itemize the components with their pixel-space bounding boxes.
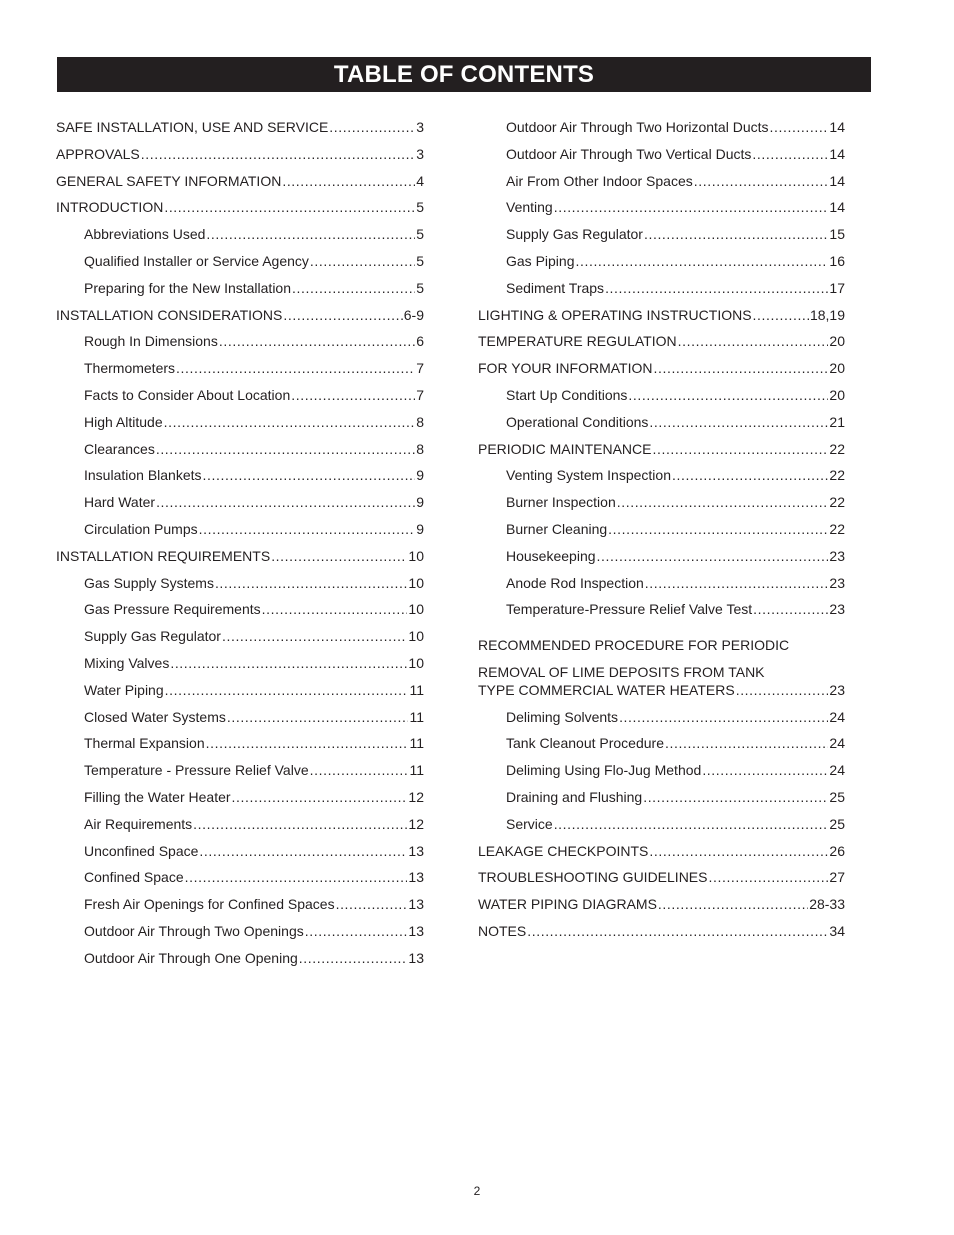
toc-entry-page: 7 xyxy=(416,386,424,403)
page-number: 2 xyxy=(473,1184,481,1198)
toc-entry-page: 10 xyxy=(408,628,424,645)
toc-entry-label: SAFE INSTALLATION, USE AND SERVICE xyxy=(56,119,329,135)
toc-entry-page: 5 xyxy=(416,199,424,216)
toc-dot-leader xyxy=(199,516,416,543)
toc-title-banner xyxy=(57,57,871,92)
toc-dot-leader xyxy=(232,784,408,811)
toc-dot-leader xyxy=(702,757,828,784)
toc-entry[interactable] xyxy=(478,757,845,784)
toc-entry[interactable] xyxy=(56,891,424,918)
toc-entry-label: Housekeeping xyxy=(506,547,596,564)
toc-dot-leader xyxy=(291,382,415,409)
toc-entry[interactable] xyxy=(56,918,424,945)
toc-entry[interactable] xyxy=(56,221,424,248)
toc-entry[interactable] xyxy=(478,784,845,811)
toc-dot-leader xyxy=(644,221,828,248)
toc-dot-leader xyxy=(766,650,844,677)
toc-entry[interactable] xyxy=(478,462,845,489)
toc-dot-leader xyxy=(770,114,829,141)
toc-entry[interactable] xyxy=(56,382,424,409)
toc-entry[interactable] xyxy=(56,730,424,757)
toc-dot-leader xyxy=(141,141,415,168)
toc-entry[interactable] xyxy=(56,650,424,677)
toc-dot-leader xyxy=(199,838,407,865)
toc-entry-label: Thermal Expansion xyxy=(84,735,205,752)
toc-entry[interactable] xyxy=(478,382,845,409)
toc-entry-page: 6 xyxy=(416,333,424,350)
toc-dot-leader xyxy=(156,489,415,516)
toc-entry-label: Venting xyxy=(506,199,553,216)
toc-dot-leader xyxy=(658,891,808,918)
toc-entry-label: Preparing for the New Installation xyxy=(84,279,291,296)
toc-entry[interactable] xyxy=(478,891,845,918)
toc-entry-page: 14 xyxy=(829,145,845,162)
toc-entry-page: 24 xyxy=(829,708,845,725)
toc-dot-leader xyxy=(678,328,829,355)
toc-entry-label: Burner Cleaning xyxy=(506,520,608,537)
toc-entry[interactable] xyxy=(478,302,845,329)
toc-entry[interactable] xyxy=(56,302,424,329)
toc-entry[interactable] xyxy=(56,838,424,865)
toc-entry[interactable] xyxy=(56,409,424,436)
toc-entry[interactable] xyxy=(478,114,845,141)
toc-entry-label: TYPE COMMERCIAL WATER HEATERS xyxy=(478,681,735,698)
toc-dot-leader xyxy=(752,141,828,168)
toc-entry-label: Anode Rod Inspection xyxy=(506,574,644,591)
toc-entry[interactable] xyxy=(478,141,845,168)
toc-entry-page: 4 xyxy=(416,172,424,189)
toc-entry-label: Outdoor Air Through One Opening xyxy=(84,949,298,966)
toc-entry[interactable] xyxy=(478,489,845,516)
toc-entry-page: 13 xyxy=(408,869,424,886)
toc-dot-leader xyxy=(597,543,829,570)
toc-entry-page: 10 xyxy=(408,654,424,671)
toc-entry-page: 27 xyxy=(829,869,845,886)
toc-dot-leader xyxy=(643,784,828,811)
toc-entry-label: LIGHTING & OPERATING INSTRUCTIONS xyxy=(478,306,752,323)
toc-entry-label: Outdoor Air Through Two Vertical Ducts xyxy=(506,145,752,162)
toc-dot-leader xyxy=(292,275,415,302)
toc-entry-label: Outdoor Air Through Two Horizontal Ducts xyxy=(506,119,769,135)
toc-entry-label: Clearances xyxy=(84,440,155,457)
toc-dot-leader xyxy=(708,864,828,891)
toc-entry-page: 3 xyxy=(416,119,424,135)
toc-entry[interactable] xyxy=(478,570,845,597)
toc-dot-leader xyxy=(665,730,828,757)
toc-entry-label: Circulation Pumps xyxy=(84,520,198,537)
toc-entry-label: Thermometers xyxy=(84,360,176,377)
toc-entry[interactable] xyxy=(56,194,424,221)
toc-dot-leader xyxy=(336,891,408,918)
toc-entry[interactable] xyxy=(56,141,424,168)
toc-entry[interactable] xyxy=(56,623,424,650)
toc-entry-page: 23 xyxy=(829,601,845,618)
toc-entry-page: 8 xyxy=(416,440,424,457)
toc-entry-page: 22 xyxy=(829,494,845,511)
toc-dot-leader xyxy=(617,489,829,516)
toc-entry-label: Qualified Installer or Service Agency xyxy=(84,252,309,269)
toc-dot-leader xyxy=(283,302,402,329)
toc-entry[interactable] xyxy=(478,811,845,838)
toc-entry-label: High Altitude xyxy=(84,413,163,430)
toc-entry-label: WATER PIPING DIAGRAMS xyxy=(478,896,657,913)
toc-entry-label: Filling the Water Heater xyxy=(84,788,231,805)
toc-entry[interactable] xyxy=(478,168,845,195)
toc-dot-leader xyxy=(649,838,828,865)
toc-dot-leader xyxy=(176,355,415,382)
toc-dot-leader xyxy=(219,328,415,355)
toc-entry[interactable] xyxy=(56,704,424,731)
toc-entry-label: Deliming Solvents xyxy=(506,708,619,725)
toc-entry-page: 11 xyxy=(409,762,424,779)
toc-entry-label: Supply Gas Regulator xyxy=(506,226,643,243)
toc-entry-page: 12 xyxy=(408,815,424,832)
toc-entry-page: 25 xyxy=(829,788,845,805)
toc-entry-label: Air From Other Indoor Spaces xyxy=(506,172,693,189)
toc-entry-label: INTRODUCTION xyxy=(56,199,164,216)
toc-entry-label: Temperature-Pressure Relief Valve Test xyxy=(506,601,753,618)
toc-dot-leader xyxy=(206,730,409,757)
toc-dot-leader xyxy=(310,757,409,784)
toc-entry-label: Fresh Air Openings for Confined Spaces xyxy=(84,896,335,913)
toc-entry[interactable] xyxy=(478,355,845,382)
toc-entry[interactable] xyxy=(478,543,845,570)
toc-entry-page: 10 xyxy=(408,601,424,618)
toc-entry[interactable] xyxy=(478,596,845,623)
toc-dot-leader xyxy=(271,543,407,570)
toc-dot-leader xyxy=(575,248,828,275)
toc-entry[interactable] xyxy=(56,945,424,972)
toc-entry[interactable] xyxy=(478,516,845,543)
toc-entry-page: 20 xyxy=(829,360,845,377)
toc-dot-leader xyxy=(608,516,828,543)
toc-dot-leader xyxy=(305,918,408,945)
toc-entry[interactable] xyxy=(478,704,845,731)
toc-entry[interactable] xyxy=(478,409,845,436)
toc-dot-leader xyxy=(193,811,407,838)
toc-entry[interactable] xyxy=(56,811,424,838)
toc-entry-label: Supply Gas Regulator xyxy=(84,628,221,645)
toc-entry-page: 25 xyxy=(829,815,845,832)
toc-entry-page: 23 xyxy=(829,547,845,564)
toc-entry-label: Unconfined Space xyxy=(84,842,199,859)
toc-entry[interactable] xyxy=(56,864,424,891)
toc-entry-page: 13 xyxy=(408,922,424,939)
toc-dot-leader xyxy=(790,623,844,650)
toc-dot-leader xyxy=(170,650,407,677)
toc-left-column xyxy=(56,114,424,972)
toc-dot-leader xyxy=(222,623,407,650)
toc-entry[interactable] xyxy=(56,275,424,302)
toc-entry[interactable] xyxy=(56,543,424,570)
toc-entry-page: 11 xyxy=(409,708,424,725)
toc-entry-page: 24 xyxy=(829,735,845,752)
toc-entry[interactable] xyxy=(56,570,424,597)
toc-entry-page: 14 xyxy=(829,119,845,135)
toc-entry[interactable] xyxy=(478,864,845,891)
toc-entry-page: 22 xyxy=(829,520,845,537)
toc-dot-leader xyxy=(164,409,416,436)
toc-dot-leader xyxy=(310,248,415,275)
toc-entry[interactable] xyxy=(478,221,845,248)
toc-entry-label: TROUBLESHOOTING GUIDELINES xyxy=(478,869,708,886)
toc-entry-label: Confined Space xyxy=(84,869,184,886)
toc-entry-label: Insulation Blankets xyxy=(84,467,202,484)
toc-entry-page: 9 xyxy=(416,494,424,511)
toc-entry-label: INSTALLATION CONSIDERATIONS xyxy=(56,306,283,323)
toc-entry-page: 20 xyxy=(829,333,845,350)
toc-entry-page: 28-33 xyxy=(809,896,845,913)
toc-entry-page: 24 xyxy=(829,762,845,779)
toc-entry-label: NOTES xyxy=(478,922,527,939)
toc-entry[interactable] xyxy=(478,650,845,677)
toc-dot-leader xyxy=(619,704,828,731)
toc-entry-label: PERIODIC MAINTENANCE xyxy=(478,440,652,457)
toc-entry[interactable] xyxy=(478,730,845,757)
toc-entry-label: INSTALLATION REQUIREMENTS xyxy=(56,547,271,564)
toc-entry-page: 22 xyxy=(829,467,845,484)
toc-entry-page: 10 xyxy=(408,547,424,564)
toc-entry[interactable] xyxy=(56,248,424,275)
toc-entry-label: Air Requirements xyxy=(84,815,193,832)
toc-entry-page: 17 xyxy=(829,279,845,296)
toc-entry[interactable] xyxy=(56,596,424,623)
toc-entry-page: 14 xyxy=(829,199,845,216)
toc-entry[interactable] xyxy=(56,462,424,489)
toc-dot-leader xyxy=(299,945,408,972)
toc-entry-label: Gas Supply Systems xyxy=(84,574,214,591)
toc-entry-label: LEAKAGE CHECKPOINTS xyxy=(478,842,649,859)
toc-entry-page: 18,19 xyxy=(809,306,845,323)
toc-entry-label: FOR YOUR INFORMATION xyxy=(478,360,653,377)
toc-entry-label: Mixing Valves xyxy=(84,654,170,671)
toc-entry-page: 13 xyxy=(408,949,424,966)
toc-dot-leader xyxy=(164,194,415,221)
toc-dot-leader xyxy=(329,114,415,141)
toc-entry-label: Abbreviations Used xyxy=(84,226,206,243)
toc-entry-page: 22 xyxy=(829,440,845,457)
toc-entry-page: 13 xyxy=(408,896,424,913)
toc-entry-label: Closed Water Systems xyxy=(84,708,226,725)
toc-entry-label: Outdoor Air Through Two Openings xyxy=(84,922,304,939)
toc-dot-leader xyxy=(206,221,415,248)
toc-entry-label: Gas Pressure Requirements xyxy=(84,601,261,618)
toc-entry-page: 23 xyxy=(829,574,845,591)
toc-entry-page: 9 xyxy=(416,520,424,537)
toc-entry-page: 7 xyxy=(416,360,424,377)
toc-entry-page: 14 xyxy=(829,172,845,189)
toc-dot-leader xyxy=(527,918,828,945)
toc-dot-leader xyxy=(645,570,829,597)
toc-dot-leader xyxy=(554,811,829,838)
toc-dot-leader xyxy=(282,168,415,195)
toc-dot-leader xyxy=(672,462,828,489)
toc-dot-leader xyxy=(262,596,408,623)
toc-entry[interactable] xyxy=(56,516,424,543)
toc-entry[interactable] xyxy=(478,918,845,945)
toc-entry-label: Tank Cleanout Procedure xyxy=(506,735,664,752)
toc-entry[interactable] xyxy=(478,623,845,650)
toc-title: TABLE OF CONTENTS xyxy=(333,60,595,88)
toc-entry[interactable] xyxy=(56,757,424,784)
toc-entry-label: Hard Water xyxy=(84,494,156,511)
toc-dot-leader xyxy=(628,382,828,409)
toc-entry[interactable] xyxy=(56,114,424,141)
toc-dot-leader xyxy=(652,436,828,463)
toc-dot-leader xyxy=(649,409,828,436)
toc-entry-label: Gas Piping xyxy=(506,252,575,269)
toc-entry[interactable] xyxy=(478,677,845,704)
toc-entry-page: 20 xyxy=(829,386,845,403)
toc-entry-page: 5 xyxy=(416,279,424,296)
toc-entry-page: 21 xyxy=(829,413,845,430)
toc-entry-page: 5 xyxy=(416,252,424,269)
toc-entry-label: Service xyxy=(506,815,553,832)
toc-dot-leader xyxy=(554,194,829,221)
toc-entry[interactable] xyxy=(56,489,424,516)
toc-entry-page: 11 xyxy=(409,681,424,698)
toc-entry-label: Rough In Dimensions xyxy=(84,333,218,350)
toc-entry[interactable] xyxy=(56,436,424,463)
toc-entry[interactable] xyxy=(56,355,424,382)
toc-entry[interactable] xyxy=(478,436,845,463)
toc-entry-page: 5 xyxy=(416,226,424,243)
toc-entry-page: 15 xyxy=(829,226,845,243)
toc-entry-label: REMOVAL OF LIME DEPOSITS FROM TANK xyxy=(478,663,765,677)
toc-entry[interactable] xyxy=(478,248,845,275)
toc-entry-page: 16 xyxy=(829,252,845,269)
toc-dot-leader xyxy=(215,570,407,597)
toc-entry-page: 8 xyxy=(416,413,424,430)
toc-dot-leader xyxy=(605,275,828,302)
toc-dot-leader xyxy=(653,355,828,382)
toc-entry-page: 3 xyxy=(416,145,424,162)
toc-entry-label: Burner Inspection xyxy=(506,494,616,511)
toc-entry-label: Water Piping xyxy=(84,681,164,698)
toc-dot-leader xyxy=(165,677,409,704)
toc-entry-label: TEMPERATURE REGULATION xyxy=(478,333,677,350)
toc-entry-page: 23 xyxy=(829,681,845,698)
toc-entry-label: Operational Conditions xyxy=(506,413,649,430)
toc-dot-leader xyxy=(753,596,828,623)
toc-dot-leader xyxy=(694,168,829,195)
toc-entry-label: Facts to Consider About Location xyxy=(84,386,291,403)
toc-entry-label: Sediment Traps xyxy=(506,279,605,296)
toc-entry-label: Start Up Conditions xyxy=(506,386,628,403)
toc-entry-label: Draining and Flushing xyxy=(506,788,643,805)
toc-entry-label: APPROVALS xyxy=(56,145,140,162)
toc-entry-page: 11 xyxy=(409,735,424,752)
toc-entry-page: 13 xyxy=(408,842,424,859)
toc-dot-leader xyxy=(156,436,415,463)
toc-entry[interactable] xyxy=(56,677,424,704)
toc-entry-page: 34 xyxy=(829,922,845,939)
toc-dot-leader xyxy=(203,462,416,489)
toc-entry-page: 12 xyxy=(408,788,424,805)
toc-dot-leader xyxy=(736,677,829,704)
toc-entry-page: 10 xyxy=(408,574,424,591)
toc-entry[interactable] xyxy=(478,328,845,355)
toc-entry-label: GENERAL SAFETY INFORMATION xyxy=(56,172,282,189)
toc-entry[interactable] xyxy=(56,328,424,355)
toc-dot-leader xyxy=(753,302,809,329)
toc-entry[interactable] xyxy=(56,784,424,811)
toc-entry-page: 6-9 xyxy=(403,306,424,323)
toc-dot-leader xyxy=(185,864,408,891)
toc-dot-leader xyxy=(227,704,409,731)
toc-entry-label: Temperature - Pressure Relief Valve xyxy=(84,762,309,779)
toc-entry[interactable] xyxy=(478,275,845,302)
toc-entry[interactable] xyxy=(56,168,424,195)
toc-entry[interactable] xyxy=(478,838,845,865)
toc-entry-label: RECOMMENDED PROCEDURE FOR PERIODIC xyxy=(478,636,790,650)
toc-entry-label: Venting System Inspection xyxy=(506,467,671,484)
toc-entry-label: Deliming Using Flo-Jug Method xyxy=(506,762,702,779)
toc-right-column xyxy=(478,114,845,945)
toc-entry-page: 26 xyxy=(829,842,845,859)
toc-entry[interactable] xyxy=(478,194,845,221)
toc-entry-page: 9 xyxy=(416,467,424,484)
